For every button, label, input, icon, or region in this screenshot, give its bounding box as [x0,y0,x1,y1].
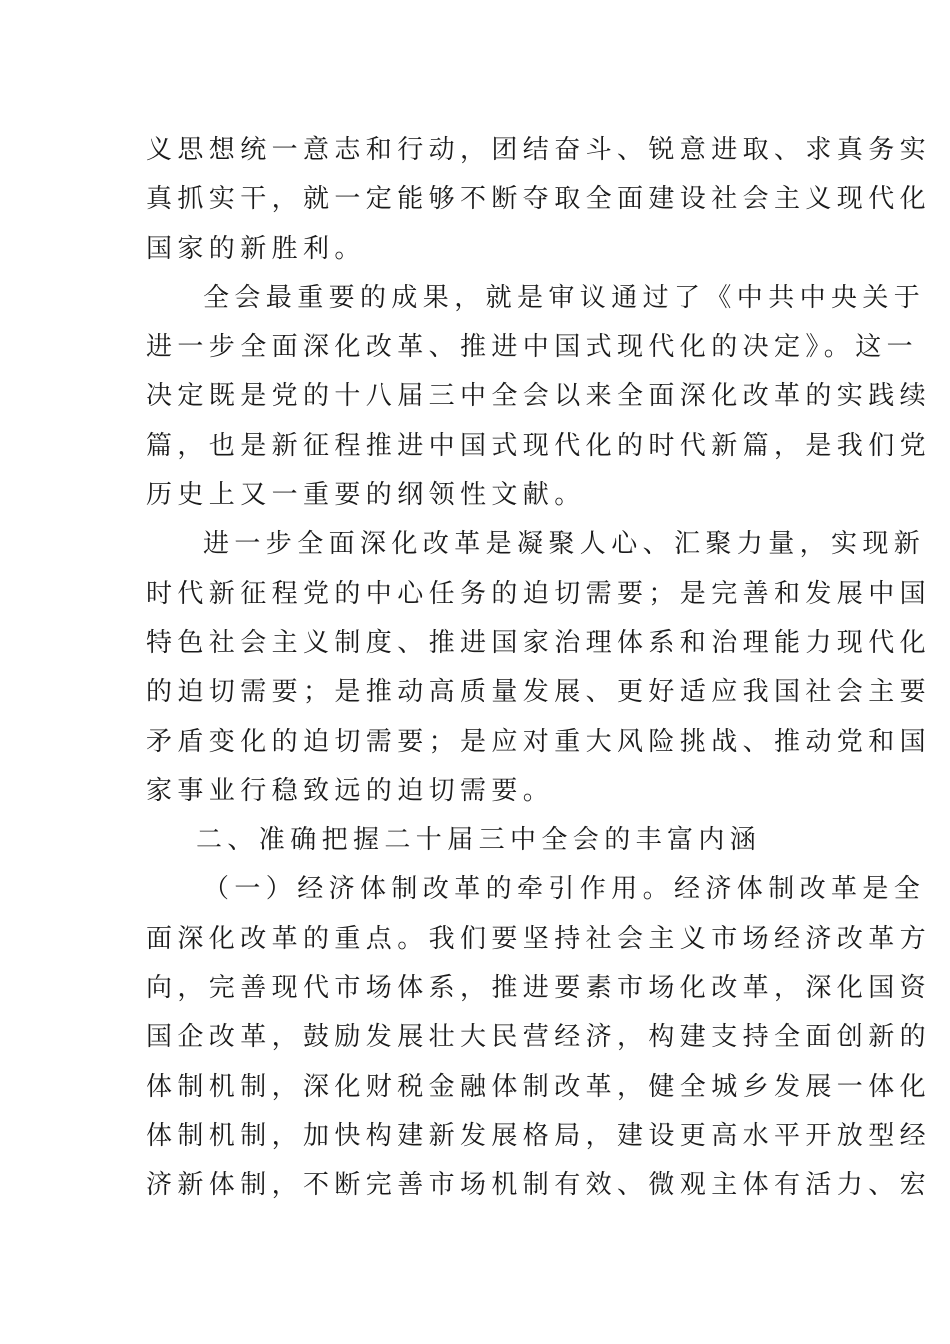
text-line: 特色社会主义制度、推进国家治理体系和治理能力现代化 [146,627,932,658]
text-line: 篇，也是新征程推进中国式现代化的时代新篇，是我们党 [146,430,932,461]
text-line: 历史上又一重要的纲领性文献。 [146,480,586,511]
section-heading [146,816,806,865]
text-line: 进一步全面深化改革、推进中国式现代化的决定》。这一 [146,332,919,363]
text-line: 体制机制，加快构建新发展格局，建设更高水平开放型经 [146,1120,932,1151]
text-line: （一）经济体制改革的牵引作用。经济体制改革是全 [203,874,926,905]
text-line: 国企改革，鼓励发展壮大民营经济，构建支持全面创新的 [146,1022,932,1053]
text-line: 义思想统一意志和行动，团结奋斗、锐意进取、求真务实 [146,135,932,165]
text-line: 决定既是党的十八届三中全会以来全面深化改革的实践续 [146,381,932,412]
text-line: 面深化改革的重点。我们要坚持社会主义市场经济改革方 [146,923,932,954]
text-line: 时代新征程党的中心任务的迫切需要；是完善和发展中国 [146,578,932,609]
text-line: 国家的新胜利。 [146,233,366,264]
paragraph-plenum-outcome [146,274,932,520]
paragraph-continuation [146,126,932,274]
heading-line: 二、准确把握二十届三中全会的丰富内涵 [196,825,762,856]
text-line: 的迫切需要；是推动高质量发展、更好适应我国社会主要 [146,677,932,708]
text-line: 进一步全面深化改革是凝聚人心、汇聚力量，实现新 [203,529,926,560]
text-line: 向，完善现代市场体系，推进要素市场化改革，深化国资 [146,973,932,1004]
text-line: 矛盾变化的迫切需要；是应对重大风险挑战、推动党和国 [146,726,932,757]
text-line: 家事业行稳致远的迫切需要。 [146,775,555,806]
text-line: 全会最重要的成果，就是审议通过了《中共中央关于 [203,282,926,313]
document-body [146,126,932,1211]
paragraph-reform-needs [146,520,932,816]
text-line: 济新体制，不断完善市场机制有效、微观主体有活力、宏 [146,1170,932,1201]
paragraph-economic-reform [146,865,932,1210]
text-line: 体制机制，深化财税金融体制改革，健全城乡发展一体化 [146,1071,932,1102]
text-line: 真抓实干，就一定能够不断夺取全面建设社会主义现代化 [146,184,932,215]
